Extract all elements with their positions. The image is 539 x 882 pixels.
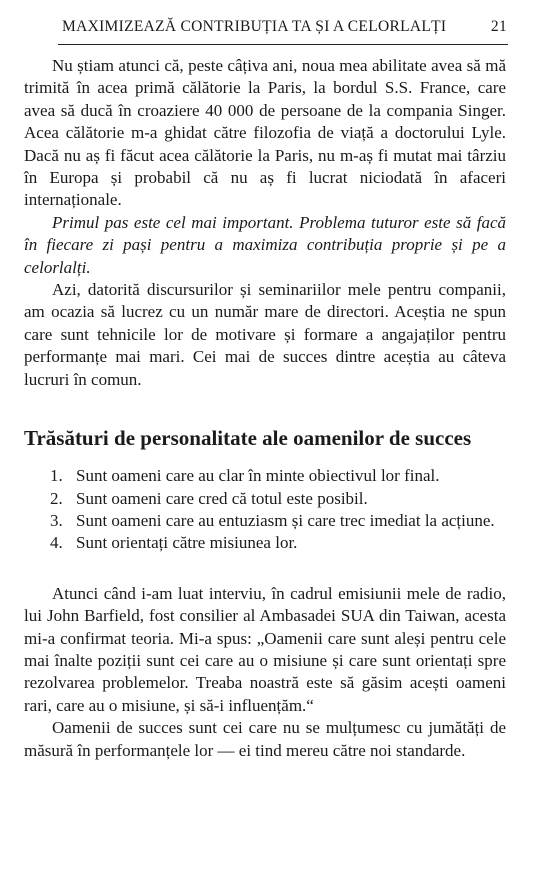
- spacer: [24, 555, 506, 583]
- list-item: [50, 465, 506, 487]
- traits-list: [50, 465, 506, 555]
- paragraph-barfield-interview: Atunci când i-am luat interviu, în cadrul emisiunii mele de radio, lui John Barfield, fost consilier al Ambasadei SUA din Taiwan, acesta mi-a confirmat teoria. Mi-a spus: „Oamenii care sunt aleși pentru cele mai înalte poziții sunt cei care au o misiune și care sunt orientați spre rezolvarea problemelor. Treaba noastră este să găsim acești oameni rari, care au o misiune, și să-i influențăm.“: [24, 583, 506, 715]
- paragraph-first-step-quote: Primul pas este cel mai important. Problema tuturor este să facă în fiecare zi pași pentru a maximiza contribuția proprie și pe a celorlalți.: [24, 212, 506, 277]
- list-item-text: Sunt orientați către misiunea lor.: [76, 533, 298, 553]
- paragraph-directors: Azi, datorită discursurilor și seminariilor mele pentru companii, am ocazia să lucrez cu un număr mare de directori. Aceștia ne spun care sunt tehnicile lor de motivare și formare a angajaților pentru performanțe mai mari. Cei mai de succes dintre aceștia au câteva lucruri în comun.: [24, 280, 506, 389]
- paragraph-standards: Oamenii de succes sunt cei care nu se mulțumesc cu jumătăți de măsură în performanțele lor — ei tind mereu către noi standarde.: [24, 718, 506, 760]
- list-item: [50, 510, 506, 532]
- list-item-number: 2.: [50, 488, 63, 508]
- running-header: [62, 18, 507, 36]
- page-body: [24, 55, 506, 762]
- list-item-number: 3.: [50, 510, 63, 530]
- list-item-number: 4.: [50, 533, 63, 553]
- list-item-text: Sunt oameni care au clar în minte obiectivul lor final.: [76, 466, 440, 486]
- page-number: 21: [490, 18, 507, 35]
- list-item-text: Sunt oameni care cred că totul este posibil.: [76, 488, 368, 508]
- section-heading: Trăsături de personalitate ale oamenilor de succes: [24, 426, 472, 451]
- list-item-text: Sunt oameni care au entuziasm și care trec imediat la acțiune.: [76, 510, 495, 530]
- paragraph-paris-trip: Nu știam atunci că, peste câțiva ani, noua mea abilitate avea să mă trimită în acea primă călătorie la Paris, la bordul S.S. France, care avea să ducă în croaziere 40 000 de persoane de la compania Singer. Acea călătorie m-a ghidat către filozofia de viață a doctorului Lyle. Dacă nu aș fi făcut acea călătorie la Paris, nu m-aș fi mutat mai târziu în Europa și probabil că nu aș fi lucrat niciodată în afaceri internaționale.: [24, 56, 506, 210]
- running-title: MAXIMIZEAZĂ CONTRIBUȚIA TA ȘI A CELORLALȚI: [62, 18, 447, 35]
- list-item: [50, 532, 506, 554]
- list-item: [50, 488, 506, 510]
- list-item-number: 1.: [50, 466, 63, 486]
- header-rule: [58, 44, 508, 45]
